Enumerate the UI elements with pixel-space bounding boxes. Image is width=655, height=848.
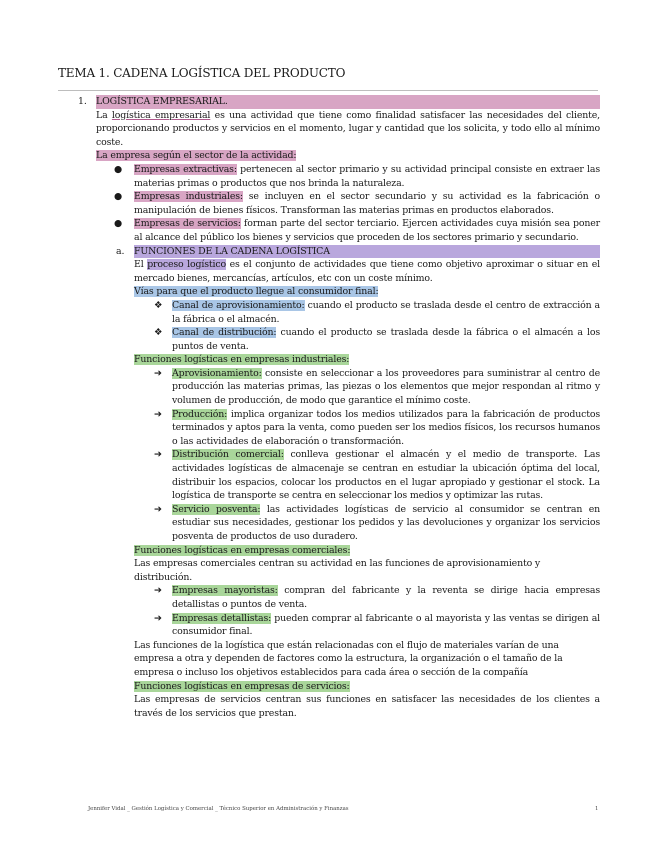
services-text: Las empresas de servicios centran sus funciones en satisfacer las necesidades de los clientes a través de los servicios que prestan. — [134, 694, 600, 719]
commercial-intro: Las empresas comerciales centran su actividad en las funciones de aprovisionamiento y distribución. — [134, 558, 541, 583]
list-item — [58, 326, 600, 353]
section-a-heading — [58, 245, 600, 259]
list-item-text: forman parte del sector terciario. Ejercen actividades cuya misión sea poner al alcance del público los bienes y servicios que proceden de los sectores primario y secundario. — [134, 218, 600, 243]
list-item-term: Producción: — [172, 408, 228, 420]
list-item-text: conlleva gestionar el almacén y el medio de transporte. Las actividades logísticas de almacenaje se centran en estudiar la ubicación óptima del local, distribuir los espacios, colocar los productos en el lugar apropiado y gestionar el stock. La logística de transporte se centra en seleccionar los medios y optimizar las rutas. — [172, 449, 600, 502]
section-a-intro — [58, 258, 600, 285]
arrow-bullet-icon: ➔ — [154, 408, 162, 420]
list-item-text: pueden comprar al fabricante o al mayorista y las ventas se dirigen al consumidor final. — [172, 612, 600, 638]
list-item-term: Canal de distribución: — [172, 327, 277, 339]
intro-pre: El — [134, 259, 144, 271]
list-item-term: Empresas de servicios: — [134, 218, 241, 230]
bullet-icon: ● — [114, 191, 123, 203]
arrow-bullet-icon: ➔ — [154, 449, 162, 461]
list-item-text: las actividades logísticas de servicio al consumidor se centran en estudiar sus necesidades, gestionar los pedidos y las devoluciones y organizar los servicios posventa de productos de uso duradero. — [172, 503, 600, 542]
arrow-bullet-icon: ➔ — [154, 367, 162, 379]
list-item-term: Empresas mayoristas: — [172, 585, 278, 597]
diamond-bullet-icon: ❖ — [154, 299, 163, 311]
list-item — [58, 217, 600, 244]
section-1-title: LOGÍSTICA EMPRESARIAL. — [96, 95, 600, 109]
commercial-subheading-text: Funciones logísticas en empresas comerciales: — [134, 544, 351, 556]
intro-post: es el conjunto de actividades que tiene como objetivo aproximar o situar en el mercado bienes, mercancías, artículos, etc con un coste mínimo. — [134, 259, 600, 284]
section-1-marker: 1. — [78, 96, 87, 107]
arrow-bullet-icon: ➔ — [154, 612, 162, 624]
vias-subheading-text: Vías para que el producto llegue al consumidor final: — [134, 286, 379, 298]
list-item-text: cuando el producto se traslada desde el centro de extracción a la fábrica o el almacén. — [172, 299, 600, 325]
list-item-text: pertenecen al sector primario y su actividad principal consiste en extraer las materias primas o productos que nos brinda la naturaleza. — [134, 163, 600, 189]
section-1-intro — [58, 109, 600, 150]
arrow-bullet-icon: ➔ — [154, 585, 162, 597]
list-item-term: Canal de aprovisionamiento: — [172, 299, 305, 311]
section-1-heading — [58, 95, 600, 109]
section-a-title: FUNCIONES DE LA CADENA LOGÍSTICA — [134, 245, 600, 259]
vias-subheading — [58, 285, 600, 299]
diamond-bullet-icon: ❖ — [154, 327, 163, 339]
services-subheading — [58, 680, 600, 694]
list-item-term: Empresas extractivas: — [134, 163, 237, 175]
intro-term: proceso logístico — [147, 259, 226, 271]
list-item — [58, 190, 600, 217]
list-item — [58, 408, 600, 449]
services-subheading-text: Funciones logísticas en empresas de servicios: — [134, 680, 350, 692]
commercial-outro: Las funciones de la logística que están relacionadas con el flujo de materiales varían de una empresa a otra y dependen de factores como la estructura, la organización o el tamaño de la empresa o incluso los objetivos establecidos para cada área o sección de la compañía — [134, 639, 563, 678]
sector-subheading — [58, 149, 600, 163]
intro-term: logística empresarial — [111, 109, 211, 121]
arrow-bullet-icon: ➔ — [154, 503, 162, 515]
bullet-icon: ● — [114, 218, 123, 230]
commercial-subheading — [58, 544, 600, 558]
list-item-term: Distribución comercial: — [172, 449, 284, 461]
list-item — [58, 299, 600, 326]
title-divider — [58, 90, 598, 91]
list-item-term: Servicio posventa: — [172, 503, 261, 515]
list-item-text: implica organizar todos los medios utilizados para la fabricación de productos terminados y aptos para la venta, como pueden ser los medios físicos, los recursos humanos o las actividades de elaboración o transformación. — [172, 408, 600, 447]
list-item — [58, 612, 600, 639]
list-item — [58, 367, 600, 408]
bullet-icon: ● — [114, 163, 123, 175]
intro-post: es una actividad que tiene como finalidad satisfacer las necesidades del cliente, proporcionando productos y servicios en el momento, lugar y cantidad que los solicita, y todo ello al mínimo coste. — [96, 109, 600, 148]
list-item — [58, 163, 600, 190]
section-a-marker: a. — [116, 245, 125, 257]
list-item — [58, 448, 600, 502]
page-number: 1 — [595, 806, 599, 812]
list-item-text: se incluyen en el sector secundario y su actividad es la fabricación o manipulación de bienes físicos. Transforman las materias primas en productos elaborados. — [134, 191, 600, 216]
intro-pre: La — [96, 109, 108, 121]
list-item-text: cuando el producto se traslada desde la fábrica o el almacén a los puntos de venta. — [172, 327, 600, 352]
document-body — [58, 95, 600, 720]
list-item — [58, 584, 600, 611]
industrial-subheading-text: Funciones logísticas en empresas industriales: — [134, 354, 350, 366]
list-item-text: compran del fabricante y la reventa se dirige hacia empresas detallistas o puntos de venta. — [172, 585, 600, 610]
page-footer: Jennifer Vidal _ Gestión Logística y Comercial _ Técnico Superior en Administración y Finanzas — [88, 806, 349, 812]
industrial-subheading — [58, 353, 600, 367]
document-title: TEMA 1. CADENA LOGÍSTICA DEL PRODUCTO — [58, 66, 346, 80]
list-item-term: Empresas industriales: — [134, 191, 243, 203]
list-item-term: Aprovisionamiento: — [172, 367, 262, 379]
sector-subheading-text: La empresa según el sector de la actividad: — [96, 150, 297, 162]
list-item-term: Empresas detallistas: — [172, 612, 272, 624]
list-item-text: consiste en seleccionar a los proveedores para suministrar al centro de producción las materias primas, las piezas o los elementos que mejor respondan al ritmo y volumen de producción, de modo que garantice el mínimo coste. — [172, 367, 600, 407]
list-item — [58, 503, 600, 544]
